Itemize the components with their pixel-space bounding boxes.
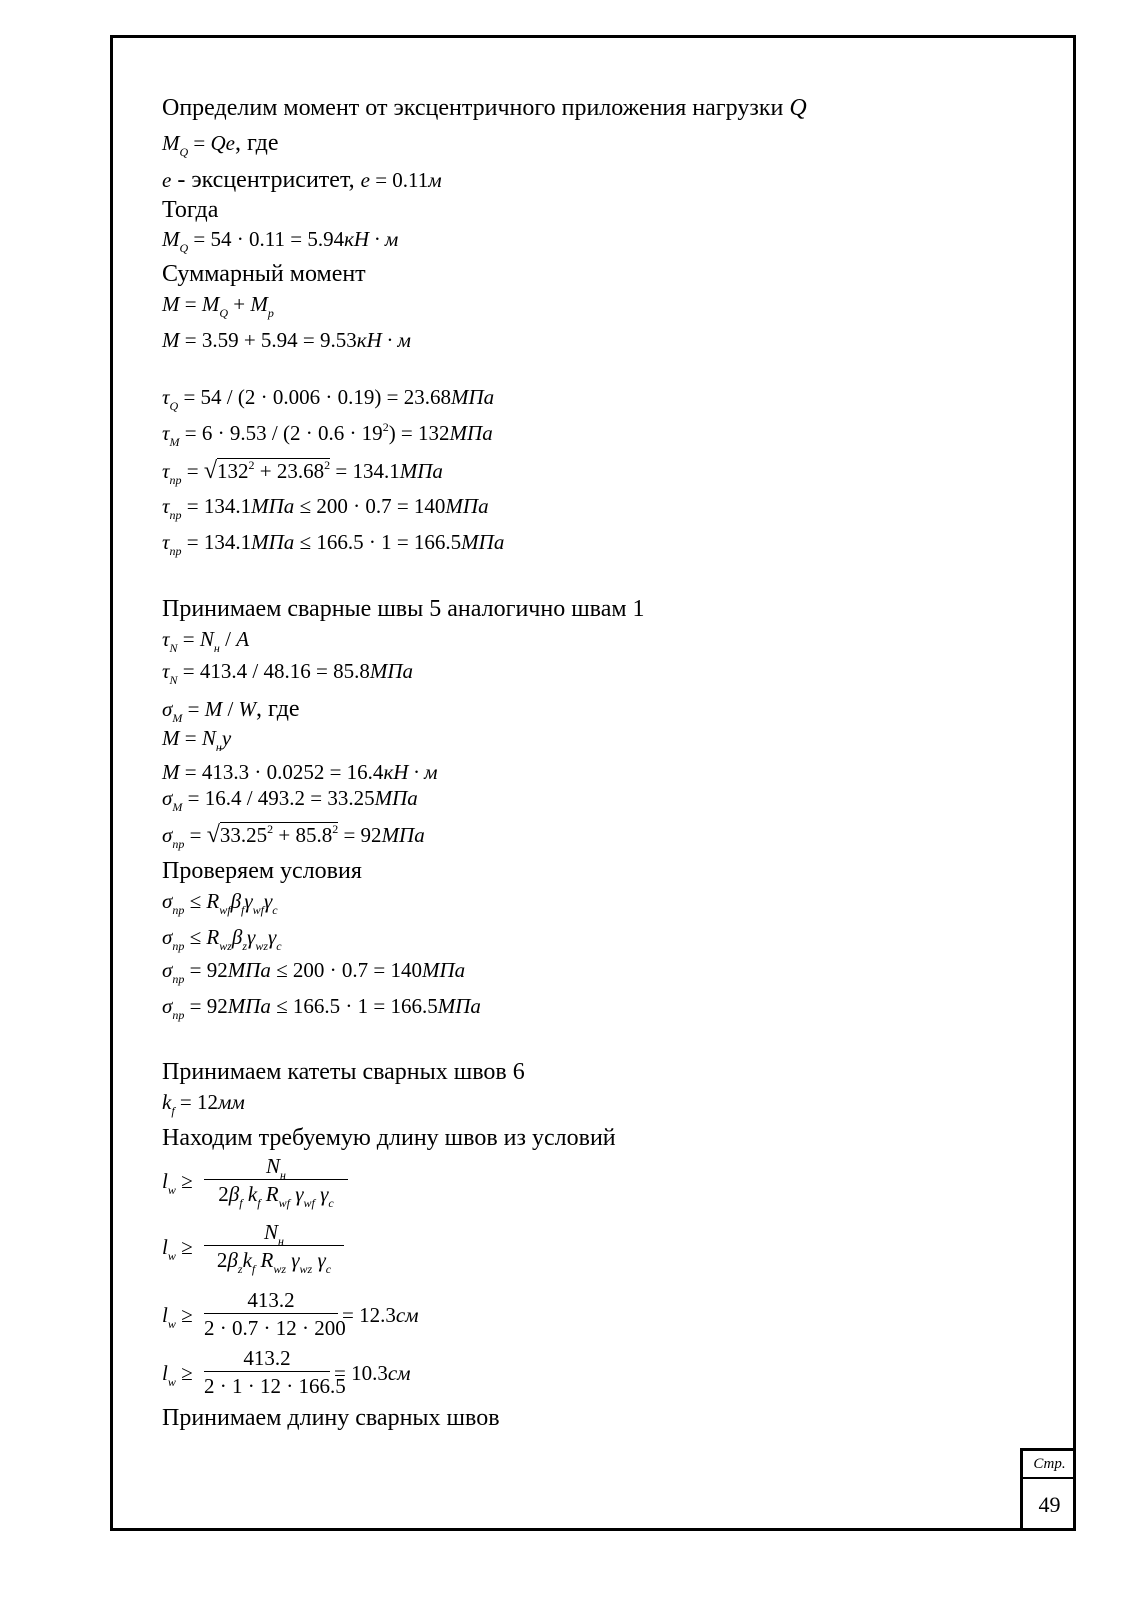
page-number-stamp xyxy=(1020,1448,1076,1531)
text-line: Суммарный момент xyxy=(162,261,366,287)
formula-m-value: M = 3.59 + 5.94 = 9.53кН · м xyxy=(162,328,411,352)
page-number: 49 xyxy=(1038,1492,1061,1517)
text-line: Определим момент от эксцентричного приложения нагрузки Q xyxy=(162,95,807,121)
formula-cond-2: $\sigma_{пр} = 92МПа \le 166.5 \cdot 1 = 166.5МПа$ xyxy=(162,994,481,1022)
formula-lw-3: $l_w$ ≥ $\frac{413.2}{2 \cdot 0.7 \cdot 12 \cdot 200}$ = 12.3см xyxy=(162,1288,419,1340)
formula-tau-n-value: $\tau_N = 413.4 / 48.16 = 85.8МПа$ xyxy=(162,659,413,687)
formula-sigma-np: $\sigma_{пр} = √33.25^2 + 85.8^2 = 92МПа$ xyxy=(162,822,425,851)
formula-lw-4: $l_w$ ≥ $\frac{413.2}{2 \cdot 1 \cdot 12 \cdot 166.5}$ = 10.3см xyxy=(162,1346,411,1398)
formula-m2-value: M = 413.3 · 0.0252 = 16.4кН · м xyxy=(162,760,438,784)
formula-m-sum: $M = M_Q + M_p$ xyxy=(162,292,274,320)
formula-tau-np-1: $\tau_{пр} = √132^2 + 23.68^2 = 134.1МПа$ xyxy=(162,458,443,487)
formula-lw-2: $l_w$ ≥ $N_н$ $2\beta_zk_f$ $R_{wz}$ $\gamma_{wz}$ $\gamma_c$ xyxy=(162,1222,362,1282)
formula-m-ny: $M = N_нy$ xyxy=(162,726,232,754)
formula-lw-1: $l_w$ ≥ $N_н$ $2\beta_f$ $k_f$ $R_{wf}$ $\gamma_{wf}$ $\gamma_c$ xyxy=(162,1156,362,1216)
text-line: Принимаем катеты сварных швов 6 xyxy=(162,1059,525,1085)
formula-mq-value: $M_Q = 54 \cdot 0.11 = 5.94кН \cdot м$ xyxy=(162,227,399,255)
formula-tau-m: $\tau_M = 6 \cdot 9.53 / (2 \cdot 0.6 \cdot 19^2) = 132МПа$ xyxy=(162,420,493,449)
formula-tau-np-3: $\tau_{пр} = 134.1МПа \le 166.5 \cdot 1 = 166.5МПа$ xyxy=(162,530,505,558)
formula-sigma-m-value: $\sigma_M = 16.4 / 493.2 = 33.25МПа$ xyxy=(162,786,418,814)
text-line: Проверяем условия xyxy=(162,858,362,884)
formula-cond-z: $\sigma_{пр} \le R_{wz}\beta_z\gamma_{wz}\gamma_c$ xyxy=(162,925,282,953)
formula-tau-np-2: $\tau_{пр} = 134.1МПа \le 200 \cdot 0.7 = 140МПа$ xyxy=(162,494,489,522)
formula-kf: $k_f = 12мм$ xyxy=(162,1090,245,1118)
text-line: Принимаем сварные швы 5 аналогично швам 1 xyxy=(162,596,645,622)
text-line: Тогда xyxy=(162,197,219,223)
formula-tau-n: $\tau_N = N_н / A$ xyxy=(162,627,250,655)
formula-tau-q: $\tau_Q = 54 / (2 \cdot 0.006 \cdot 0.19) = 23.68МПа$ xyxy=(162,385,495,413)
page-label: Стр. xyxy=(1023,1451,1076,1479)
text-line: Находим требуемую длину швов из условий xyxy=(162,1125,616,1151)
formula-mq: $M_Q = Qe$, где xyxy=(162,130,279,159)
formula-sigma-m: $\sigma_M = M / W$, где xyxy=(162,696,300,725)
formula-cond-1: $\sigma_{пр} = 92МПа \le 200 \cdot 0.7 = 140МПа$ xyxy=(162,958,466,986)
text-line: Принимаем длину сварных швов xyxy=(162,1405,500,1431)
formula-e: e - эксцентриситет, e = 0.11м xyxy=(162,167,442,193)
formula-cond-f: $\sigma_{пр} \le R_{wf}\beta_f\gamma_{wf}\gamma_c$ xyxy=(162,889,278,917)
